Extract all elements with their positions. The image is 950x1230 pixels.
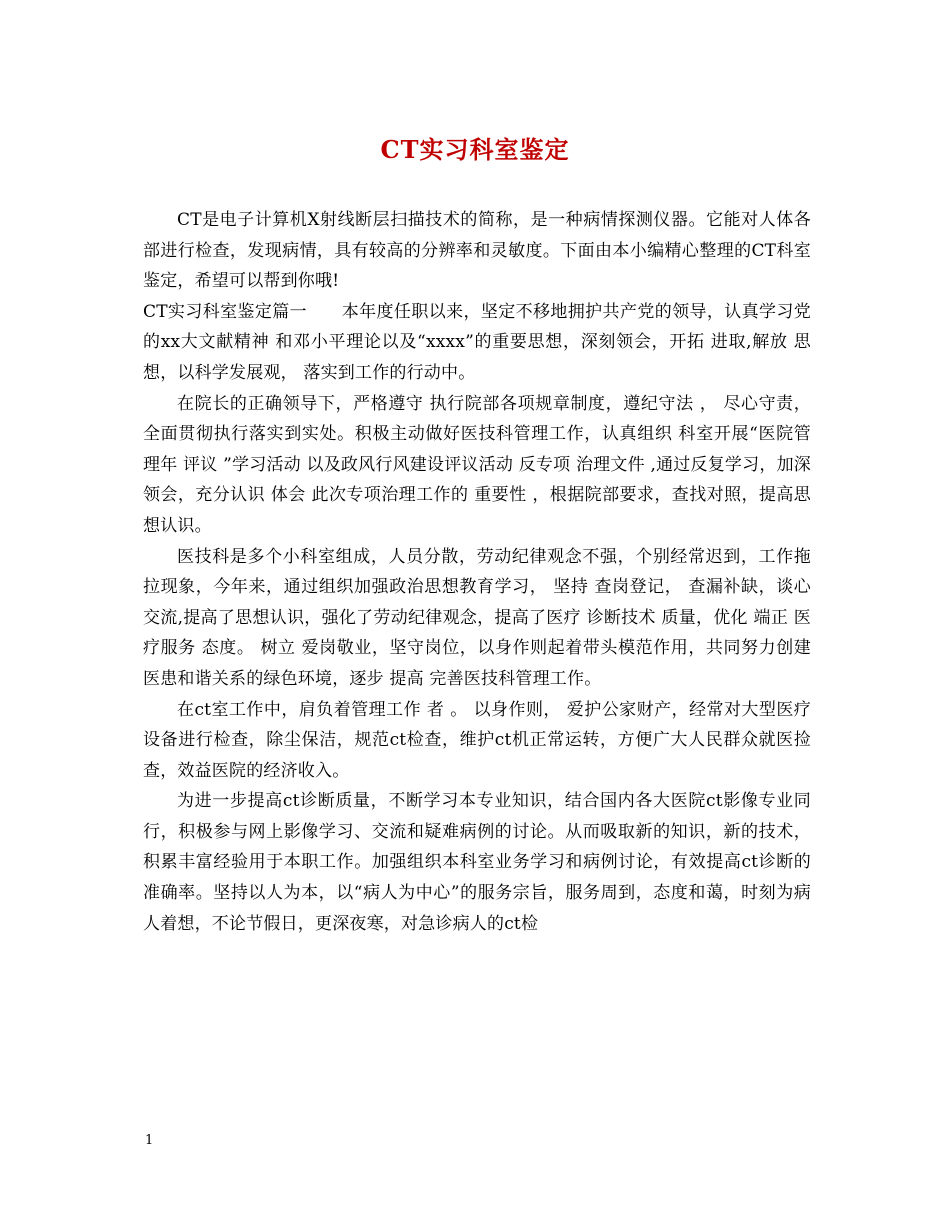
paragraph-2: CT实习科室鉴定篇一 本年度任职以来，坚定不移地拥护共产党的领导，认真学习党的xx大文献精神 和邓小平理论以及“xxxx”的重要思想，深刻领会，开拓 进取,解放 思想，以科学发展观， 落实到工作的行动中。 [143, 301, 811, 383]
paragraph-3: 在院长的正确领导下，严格遵守 执行院部各项规章制度，遵纪守法 ， 尽心守责，全面贯彻执行落实到实处。积极主动做好医技科管理工作，认真组织 科室开展“医院管理年 评议 ”学习活动 以及政风行风建设评议活动 反专项 治理文件 ,通过反复学习，加深领会，充分认识 体会 此次专项治理工作的 重要性 ，根据院部要求，查找对照，提高思想认识。 [143, 393, 811, 536]
document-title: CT实习科室鉴定 [380, 135, 570, 164]
paragraph-1: CT是电子计算机X射线断层扫描技术的简称，是一种病情探测仪器。它能对人体各部进行检查，发现病情，具有较高的分辨率和灵敏度。下面由本小编精心整理的CT科室鉴定，希望可以帮到你哦! [143, 210, 811, 292]
paragraph-5: 在ct室工作中，肩负着管理工作 者 。 以身作则， 爱护公家财产，经常对大型医疗设备进行检查，除尘保洁，规范ct检查，维护ct机正常运转，方便广大人民群众就医捡查，效益医院的经济收入。 [143, 699, 811, 781]
paragraph-4: 医技科是多个小科室组成，人员分散，劳动纪律观念不强，个别经常迟到，工作拖拉现象，今年来，通过组织加强政治思想教育学习， 坚持 查岗登记， 查漏补缺，谈心交流,提高了思想认识，强化了劳动纪律观念，提高了医疗 诊断技术 质量，优化 端正 医疗服务 态度。 树立 爱岗敬业，坚守岗位，以身作则起着带头模范作用，共同努力创建医患和谐关系的绿色环境，逐步 提高 完善医技科管理工作。 [143, 546, 811, 689]
paragraph-6: 为进一步提高ct诊断质量，不断学习本专业知识，结合国内各大医院ct影像专业同行，积极参与网上影像学习、交流和疑难病例的讨论。从而吸取新的知识，新的技术，积累丰富经验用于本职工作。加强组织本科室业务学习和病例讨论，有效提高ct诊断的准确率。坚持以人为本，以“病人为中心”的服务宗旨，服务周到，态度和蔼，时刻为病人着想，不论节假日，更深夜寒，对急诊病人的ct检 [143, 791, 811, 934]
page-number: 1 [145, 1133, 154, 1148]
document-body [143, 205, 811, 939]
